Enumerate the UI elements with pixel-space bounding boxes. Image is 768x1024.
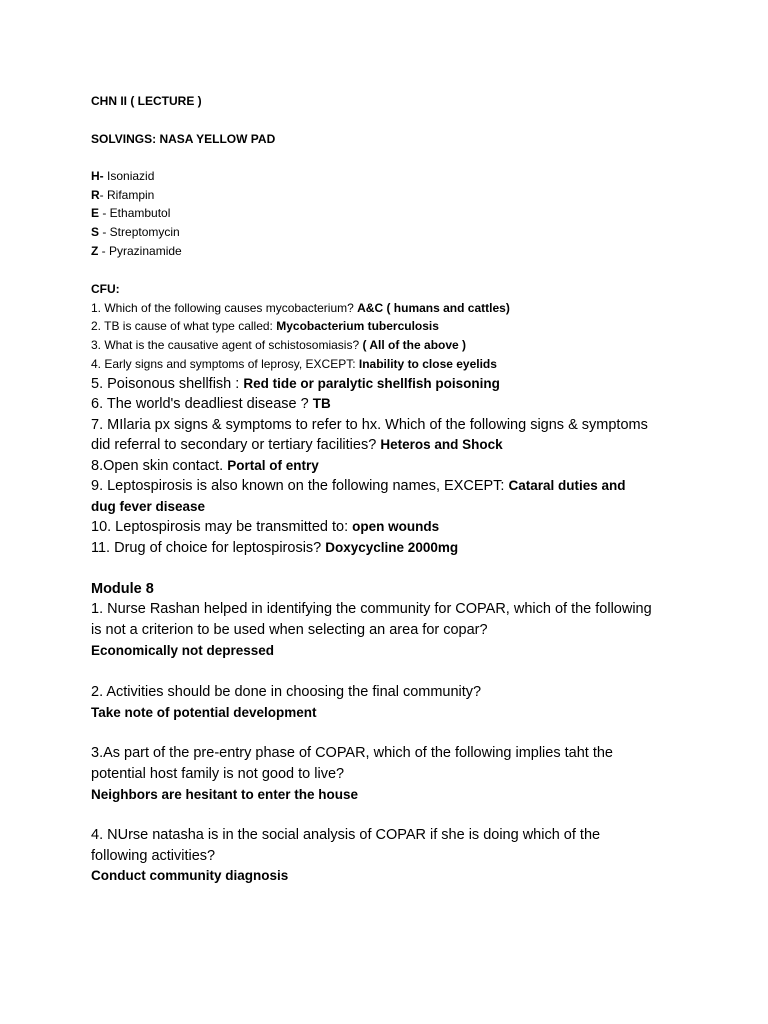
- cfu-item: [91, 397, 331, 412]
- drug-letter: E: [91, 206, 100, 220]
- drug-item: [91, 170, 154, 182]
- drug-name: - Rifampin: [99, 188, 155, 202]
- answer-text: Mycobacterium tuberculosis: [276, 319, 439, 333]
- question-text: 7. MIlaria px signs & symptoms to refer to hx. Which of the following signs & symptoms: [91, 417, 648, 433]
- cfu-item: [91, 438, 503, 453]
- question-text: 2. TB is cause of what type called:: [91, 319, 277, 333]
- answer-text: Neighbors are hesitant to enter the house: [91, 787, 359, 802]
- document-title: CHN II ( LECTURE ): [91, 94, 202, 108]
- answer-text: Take note of potential development: [91, 705, 317, 720]
- question-text: 4. Early signs and symptoms of leprosy, EXCEPT:: [91, 357, 359, 371]
- drug-item: [91, 245, 182, 257]
- question-text: 8.Open skin contact.: [91, 458, 228, 474]
- answer-text: Economically not depressed: [91, 643, 275, 658]
- question-text: 3. What is the causative agent of schistosomiasis?: [91, 338, 363, 352]
- question-text: is not a criterion to be used when selecting an area for copar?: [91, 622, 488, 638]
- question-text: 6. The world's deadliest disease ?: [91, 396, 313, 412]
- question-text: 1. Nurse Rashan helped in identifying the community for COPAR, which of the following: [91, 601, 652, 617]
- cfu-item: [91, 339, 466, 351]
- drug-letter: S: [91, 225, 100, 239]
- module-heading: Module 8: [91, 581, 154, 597]
- question-text: 1. Which of the following causes mycobacterium?: [91, 301, 358, 315]
- answer-text: Red tide or paralytic shellfish poisoning: [243, 376, 500, 391]
- cfu-item: [91, 541, 458, 556]
- question-text: 9. Leptospirosis is also known on the following names, EXCEPT:: [91, 478, 509, 494]
- drug-name: - Streptomycin: [99, 225, 180, 239]
- answer-text: Inability to close eyelids: [358, 357, 497, 371]
- drug-item: [91, 207, 170, 219]
- answer-text: Portal of entry: [227, 458, 319, 473]
- drug-letter: H-: [91, 169, 104, 183]
- question-text: 5. Poisonous shellfish :: [91, 376, 244, 392]
- question-text: 4. NUrse natasha is in the social analysis of COPAR if she is doing which of the: [91, 827, 601, 843]
- question-text: potential host family is not good to live?: [91, 766, 345, 782]
- drug-item: [91, 226, 180, 238]
- answer-text: dug fever disease: [91, 499, 206, 514]
- cfu-item: [91, 459, 319, 474]
- cfu-item: [91, 377, 500, 392]
- drug-item: [91, 189, 154, 201]
- cfu-item: [91, 520, 439, 535]
- answer-text: Heteros and Shock: [380, 437, 503, 452]
- cfu-item: [91, 358, 497, 370]
- question-text: following activities?: [91, 848, 216, 864]
- question-text: 2. Activities should be done in choosing the final community?: [91, 684, 482, 700]
- cfu-item: [91, 479, 626, 494]
- answer-text: open wounds: [352, 519, 440, 534]
- document-subtitle: SOLVINGS: NASA YELLOW PAD: [91, 132, 276, 146]
- question-text: 10. Leptospirosis may be transmitted to:: [91, 519, 353, 535]
- drug-letter: R: [91, 188, 100, 202]
- drug-name: - Pyrazinamide: [98, 244, 182, 258]
- answer-text: Cataral duties and: [508, 478, 626, 493]
- answer-text: Conduct community diagnosis: [91, 868, 289, 883]
- question-text: did referral to secondary or tertiary facilities?: [91, 437, 381, 453]
- answer-text: TB: [312, 396, 331, 411]
- question-text: 3.As part of the pre-entry phase of COPAR, which of the following implies taht the: [91, 745, 613, 761]
- cfu-item: [91, 320, 439, 332]
- answer-text: A&C ( humans and cattles): [357, 301, 510, 315]
- question-text: 11. Drug of choice for leptospirosis?: [91, 540, 326, 556]
- drug-name: Isoniazid: [103, 169, 155, 183]
- answer-text: ( All of the above ): [362, 338, 467, 352]
- drug-name: - Ethambutol: [99, 206, 171, 220]
- cfu-item: [91, 302, 510, 314]
- answer-text: Doxycycline 2000mg: [325, 540, 459, 555]
- cfu-heading: CFU:: [91, 282, 120, 296]
- drug-letter: Z: [91, 244, 99, 258]
